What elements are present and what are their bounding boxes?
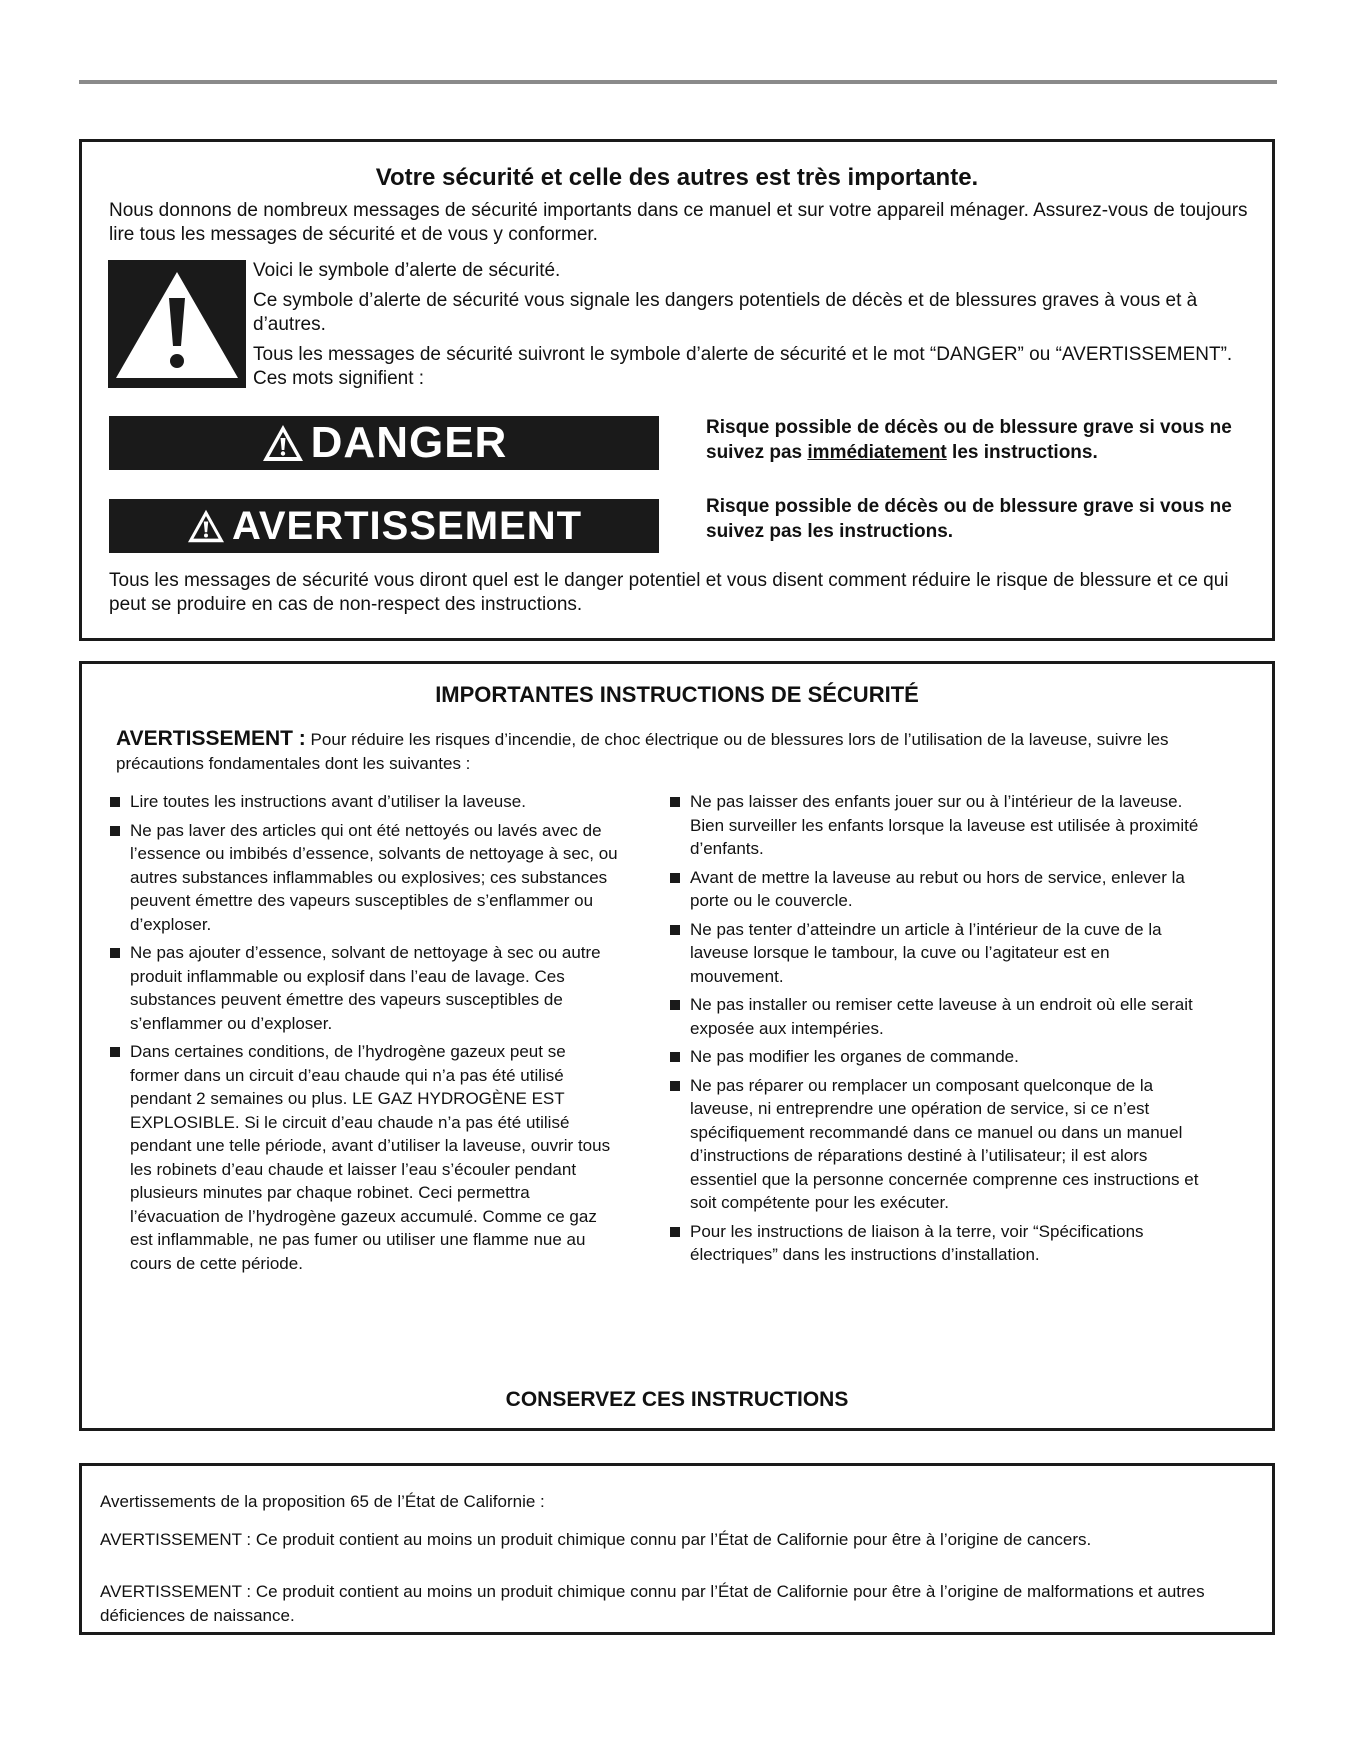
bullet-square-icon bbox=[110, 1047, 120, 1057]
bullet-square-icon bbox=[670, 1052, 680, 1062]
alert-symbol-icon bbox=[108, 260, 246, 388]
important-instructions-box bbox=[79, 661, 1275, 1431]
list-item: Ne pas réparer ou remplacer un composant quelconque de la laveuse, ni entreprendre une opération de service, si ce n’est spécifiquement recommandé dans ce manuel ou dans un manuel d’instructions de réparations destiné à l’utilisateur; il est alors essentiel que la personne concernée comprenne ces instructions et soit compétente pour les exécuter. bbox=[666, 1074, 1206, 1215]
alert-line: Ce symbole d’alerte de sécurité vous signale les dangers potentiels de décès et de blessures graves à vous et à d’autres. bbox=[253, 290, 1198, 335]
alert-symbol-text bbox=[253, 259, 1253, 397]
underlined-word: immédiatement bbox=[807, 442, 947, 463]
list-item: Ne pas installer ou remiser cette laveuse à un endroit où elle serait exposée aux intempéries. bbox=[666, 993, 1206, 1040]
bullet-square-icon bbox=[670, 873, 680, 883]
bullet-square-icon bbox=[110, 797, 120, 807]
bullet-square-icon bbox=[670, 1081, 680, 1091]
prop65-heading: Avertissements de la proposition 65 de l’État de Californie : bbox=[100, 1492, 545, 1511]
list-item: Ne pas modifier les organes de commande. bbox=[666, 1045, 1206, 1069]
warning-signal-word bbox=[109, 499, 659, 553]
danger-signal-word bbox=[109, 416, 659, 470]
list-item: Pour les instructions de liaison à la terre, voir “Spécifications électriques” dans les instructions d’installation. bbox=[666, 1220, 1206, 1267]
danger-description: Risque possible de décès ou de blessure grave si vous ne suivez pas immédiatement les instructions. bbox=[706, 417, 1232, 463]
save-instructions-heading: CONSERVEZ CES INSTRUCTIONS bbox=[505, 1388, 849, 1411]
bullet-square-icon bbox=[670, 925, 680, 935]
instructions-right-column bbox=[666, 790, 1206, 1272]
list-item: Ne pas ajouter d’essence, solvant de nettoyage à sec ou autre produit inflammable ou explosif dans l’eau de lavage. Ces substances peuvent émettre des vapeurs susceptibles de s’enflammer ou d’exploser. bbox=[106, 941, 618, 1035]
list-item: Dans certaines conditions, de l’hydrogène gazeux peut se former dans un circuit d’eau chaude qui n’a pas été utilisé pendant 2 semaines ou plus. LE GAZ HYDROGÈNE EST EXPLOSIBLE. Si le circuit d’eau chaude n’a pas été utilisé pendant une telle période, avant d’utiliser la laveuse, ouvrir tous les robinets d’eau chaude et laisser l’eau s’écouler pendant plusieurs minutes par chaque robinet. Ceci permettra l’évacuation de l’hydrogène gazeux accumulé. Comme ce gaz est inflammable, ne pas fumer ou utiliser une flamme nue au cours de cette période. bbox=[106, 1040, 618, 1275]
safety-title: Votre sécurité et celle des autres est très importante. bbox=[375, 164, 979, 191]
instructions-warning: AVERTISSEMENT : Pour réduire les risques d’incendie, de choc électrique ou de blessures lors de l’utilisation de la laveuse, suivre les précautions fondamentales dont les suivantes : bbox=[116, 727, 1169, 773]
bullet-square-icon bbox=[110, 826, 120, 836]
list-item: Lire toutes les instructions avant d’utiliser la laveuse. bbox=[106, 790, 618, 814]
safety-footer: Tous les messages de sécurité vous diront quel est le danger potentiel et vous disent comment réduire le risque de blessure et ce qui peut se produire en cas de non-respect des instructions. bbox=[109, 570, 1229, 615]
warning-label: AVERTISSEMENT bbox=[231, 503, 583, 548]
danger-label: DANGER bbox=[310, 418, 508, 467]
list-item: Ne pas laver des articles qui ont été nettoyés ou lavés avec de l’essence ou imbibés d’essence, solvants de nettoyage à sec, ou autres substances inflammables ou explosives; ces substances peuvent émettre des vapeurs susceptibles de s’enflammer ou d’exploser. bbox=[106, 819, 618, 937]
alert-triangle-icon bbox=[186, 508, 226, 544]
warning-description: Risque possible de décès ou de blessure grave si vous ne suivez pas les instructions. bbox=[706, 496, 1232, 542]
prop65-warning-cancer: AVERTISSEMENT : Ce produit contient au moins un produit chimique connu par l’État de Californie pour être à l’origine de cancers. bbox=[100, 1530, 1092, 1549]
list-item: Avant de mettre la laveuse au rebut ou hors de service, enlever la porte ou le couvercle. bbox=[666, 866, 1206, 913]
bullet-square-icon bbox=[110, 948, 120, 958]
bullet-square-icon bbox=[670, 1000, 680, 1010]
alert-line: Tous les messages de sécurité suivront le symbole d’alerte de sécurité et le mot “DANGER” ou “AVERTISSEMENT”. Ces mots signifient : bbox=[253, 344, 1233, 389]
safety-intro: Nous donnons de nombreux messages de sécurité importants dans ce manuel et sur votre appareil ménager. Assurez-vous de toujours lire tous les messages de sécurité et de vous y conformer. bbox=[109, 200, 1248, 245]
safety-message-box bbox=[79, 139, 1275, 641]
instructions-title: IMPORTANTES INSTRUCTIONS DE SÉCURITÉ bbox=[435, 682, 919, 707]
list-item: Ne pas tenter d’atteindre un article à l’intérieur de la cuve de la laveuse lorsque le tambour, la cuve ou l’agitateur est en mouvement. bbox=[666, 918, 1206, 989]
alert-triangle-icon bbox=[261, 423, 305, 463]
prop65-box bbox=[79, 1463, 1275, 1635]
instructions-left-column bbox=[106, 790, 618, 1280]
prop65-warning-birth-defects: AVERTISSEMENT : Ce produit contient au moins un produit chimique connu par l’État de Californie pour être à l’origine de malformations et autres déficiences de naissance. bbox=[100, 1582, 1205, 1625]
list-item: Ne pas laisser des enfants jouer sur ou à l’intérieur de la laveuse. Bien surveiller les enfants lorsque la laveuse est utilisée à proximité d’enfants. bbox=[666, 790, 1206, 861]
bullet-square-icon bbox=[670, 1227, 680, 1237]
alert-line: Voici le symbole d’alerte de sécurité. bbox=[253, 260, 561, 281]
top-rule bbox=[79, 80, 1277, 84]
warning-label: AVERTISSEMENT : bbox=[116, 727, 306, 750]
bullet-square-icon bbox=[670, 797, 680, 807]
